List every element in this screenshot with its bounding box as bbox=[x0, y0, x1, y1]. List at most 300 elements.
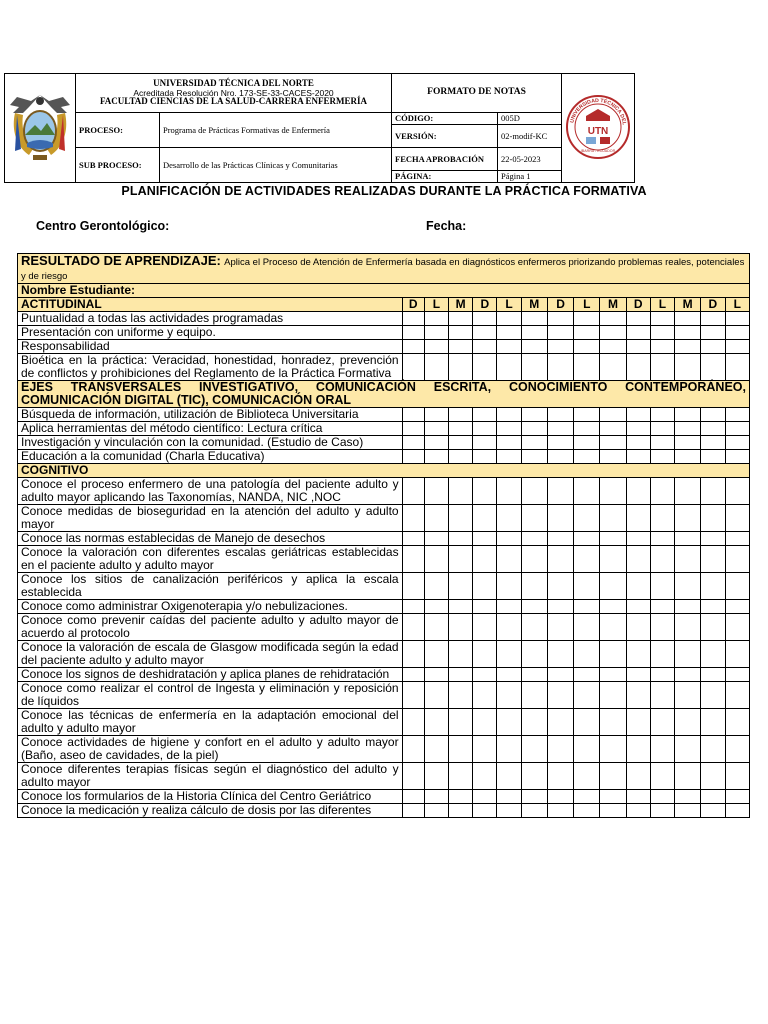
grade-cell[interactable] bbox=[424, 354, 448, 381]
grade-cell[interactable] bbox=[650, 668, 674, 682]
grade-cell[interactable] bbox=[574, 478, 600, 505]
grade-cell[interactable] bbox=[473, 505, 497, 532]
grade-cell[interactable] bbox=[402, 763, 424, 790]
grade-cell[interactable] bbox=[521, 312, 547, 326]
grade-cell[interactable] bbox=[725, 354, 750, 381]
grade-cell[interactable] bbox=[473, 450, 497, 464]
grade-cell[interactable] bbox=[547, 408, 573, 422]
grade-cell[interactable] bbox=[650, 546, 674, 573]
grade-cell[interactable] bbox=[449, 436, 473, 450]
grade-cell[interactable] bbox=[725, 668, 750, 682]
grade-cell[interactable] bbox=[701, 709, 725, 736]
grade-cell[interactable] bbox=[574, 312, 600, 326]
grade-cell[interactable] bbox=[600, 709, 626, 736]
grade-cell[interactable] bbox=[449, 450, 473, 464]
grade-cell[interactable] bbox=[574, 326, 600, 340]
grade-cell[interactable] bbox=[626, 408, 650, 422]
grade-cell[interactable] bbox=[701, 546, 725, 573]
grade-cell[interactable] bbox=[402, 478, 424, 505]
grade-cell[interactable] bbox=[547, 546, 573, 573]
grade-cell[interactable] bbox=[725, 436, 750, 450]
grade-cell[interactable] bbox=[675, 326, 701, 340]
grade-cell[interactable] bbox=[725, 478, 750, 505]
grade-cell[interactable] bbox=[449, 790, 473, 804]
grade-cell[interactable] bbox=[402, 790, 424, 804]
grade-cell[interactable] bbox=[574, 408, 600, 422]
grade-cell[interactable] bbox=[521, 422, 547, 436]
grade-cell[interactable] bbox=[547, 450, 573, 464]
grade-cell[interactable] bbox=[547, 600, 573, 614]
grade-cell[interactable] bbox=[650, 532, 674, 546]
grade-cell[interactable] bbox=[424, 312, 448, 326]
grade-cell[interactable] bbox=[497, 736, 521, 763]
grade-cell[interactable] bbox=[675, 790, 701, 804]
grade-cell[interactable] bbox=[424, 436, 448, 450]
grade-cell[interactable] bbox=[449, 312, 473, 326]
grade-cell[interactable] bbox=[626, 668, 650, 682]
grade-cell[interactable] bbox=[402, 546, 424, 573]
grade-cell[interactable] bbox=[449, 478, 473, 505]
grade-cell[interactable] bbox=[626, 450, 650, 464]
grade-cell[interactable] bbox=[424, 600, 448, 614]
grade-cell[interactable] bbox=[600, 600, 626, 614]
grade-cell[interactable] bbox=[424, 532, 448, 546]
grade-cell[interactable] bbox=[402, 312, 424, 326]
grade-cell[interactable] bbox=[574, 505, 600, 532]
grade-cell[interactable] bbox=[626, 763, 650, 790]
grade-cell[interactable] bbox=[574, 804, 600, 818]
grade-cell[interactable] bbox=[547, 573, 573, 600]
grade-cell[interactable] bbox=[600, 312, 626, 326]
grade-cell[interactable] bbox=[473, 614, 497, 641]
grade-cell[interactable] bbox=[521, 354, 547, 381]
grade-cell[interactable] bbox=[650, 450, 674, 464]
grade-cell[interactable] bbox=[701, 600, 725, 614]
grade-cell[interactable] bbox=[547, 340, 573, 354]
grade-cell[interactable] bbox=[473, 736, 497, 763]
grade-cell[interactable] bbox=[574, 709, 600, 736]
grade-cell[interactable] bbox=[574, 532, 600, 546]
grade-cell[interactable] bbox=[402, 408, 424, 422]
grade-cell[interactable] bbox=[449, 641, 473, 668]
grade-cell[interactable] bbox=[547, 709, 573, 736]
grade-cell[interactable] bbox=[650, 573, 674, 600]
grade-cell[interactable] bbox=[600, 340, 626, 354]
grade-cell[interactable] bbox=[626, 614, 650, 641]
grade-cell[interactable] bbox=[497, 478, 521, 505]
grade-cell[interactable] bbox=[521, 790, 547, 804]
grade-cell[interactable] bbox=[626, 436, 650, 450]
grade-cell[interactable] bbox=[725, 422, 750, 436]
grade-cell[interactable] bbox=[424, 573, 448, 600]
grade-cell[interactable] bbox=[497, 763, 521, 790]
grade-cell[interactable] bbox=[497, 641, 521, 668]
grade-cell[interactable] bbox=[521, 340, 547, 354]
grade-cell[interactable] bbox=[701, 422, 725, 436]
grade-cell[interactable] bbox=[402, 573, 424, 600]
grade-cell[interactable] bbox=[675, 422, 701, 436]
grade-cell[interactable] bbox=[473, 312, 497, 326]
grade-cell[interactable] bbox=[402, 436, 424, 450]
grade-cell[interactable] bbox=[701, 668, 725, 682]
grade-cell[interactable] bbox=[574, 736, 600, 763]
grade-cell[interactable] bbox=[521, 641, 547, 668]
grade-cell[interactable] bbox=[650, 326, 674, 340]
grade-cell[interactable] bbox=[701, 682, 725, 709]
grade-cell[interactable] bbox=[521, 709, 547, 736]
grade-cell[interactable] bbox=[725, 505, 750, 532]
grade-cell[interactable] bbox=[521, 546, 547, 573]
grade-cell[interactable] bbox=[547, 354, 573, 381]
grade-cell[interactable] bbox=[600, 408, 626, 422]
grade-cell[interactable] bbox=[675, 354, 701, 381]
grade-cell[interactable] bbox=[701, 312, 725, 326]
grade-cell[interactable] bbox=[521, 682, 547, 709]
grade-cell[interactable] bbox=[574, 763, 600, 790]
grade-cell[interactable] bbox=[650, 505, 674, 532]
grade-cell[interactable] bbox=[497, 436, 521, 450]
grade-cell[interactable] bbox=[725, 532, 750, 546]
grade-cell[interactable] bbox=[449, 763, 473, 790]
grade-cell[interactable] bbox=[521, 600, 547, 614]
grade-cell[interactable] bbox=[402, 682, 424, 709]
grade-cell[interactable] bbox=[424, 763, 448, 790]
grade-cell[interactable] bbox=[424, 641, 448, 668]
grade-cell[interactable] bbox=[521, 326, 547, 340]
grade-cell[interactable] bbox=[725, 682, 750, 709]
grade-cell[interactable] bbox=[574, 600, 600, 614]
grade-cell[interactable] bbox=[402, 641, 424, 668]
grade-cell[interactable] bbox=[600, 641, 626, 668]
grade-cell[interactable] bbox=[547, 790, 573, 804]
grade-cell[interactable] bbox=[424, 478, 448, 505]
grade-cell[interactable] bbox=[675, 668, 701, 682]
grade-cell[interactable] bbox=[424, 804, 448, 818]
grade-cell[interactable] bbox=[521, 408, 547, 422]
grade-cell[interactable] bbox=[424, 668, 448, 682]
grade-cell[interactable] bbox=[650, 614, 674, 641]
grade-cell[interactable] bbox=[600, 354, 626, 381]
grade-cell[interactable] bbox=[497, 682, 521, 709]
grade-cell[interactable] bbox=[626, 546, 650, 573]
grade-cell[interactable] bbox=[402, 340, 424, 354]
grade-cell[interactable] bbox=[600, 326, 626, 340]
grade-cell[interactable] bbox=[402, 532, 424, 546]
grade-cell[interactable] bbox=[675, 573, 701, 600]
grade-cell[interactable] bbox=[626, 312, 650, 326]
grade-cell[interactable] bbox=[626, 736, 650, 763]
grade-cell[interactable] bbox=[626, 600, 650, 614]
grade-cell[interactable] bbox=[701, 641, 725, 668]
grade-cell[interactable] bbox=[574, 573, 600, 600]
grade-cell[interactable] bbox=[701, 804, 725, 818]
grade-cell[interactable] bbox=[574, 450, 600, 464]
grade-cell[interactable] bbox=[600, 682, 626, 709]
grade-cell[interactable] bbox=[402, 600, 424, 614]
grade-cell[interactable] bbox=[449, 340, 473, 354]
grade-cell[interactable] bbox=[547, 505, 573, 532]
grade-cell[interactable] bbox=[547, 312, 573, 326]
grade-cell[interactable] bbox=[675, 804, 701, 818]
grade-cell[interactable] bbox=[521, 436, 547, 450]
grade-cell[interactable] bbox=[626, 709, 650, 736]
grade-cell[interactable] bbox=[449, 682, 473, 709]
grade-cell[interactable] bbox=[701, 478, 725, 505]
grade-cell[interactable] bbox=[424, 340, 448, 354]
grade-cell[interactable] bbox=[725, 312, 750, 326]
grade-cell[interactable] bbox=[600, 790, 626, 804]
grade-cell[interactable] bbox=[449, 804, 473, 818]
grade-cell[interactable] bbox=[650, 312, 674, 326]
grade-cell[interactable] bbox=[701, 326, 725, 340]
grade-cell[interactable] bbox=[650, 641, 674, 668]
grade-cell[interactable] bbox=[402, 450, 424, 464]
grade-cell[interactable] bbox=[473, 340, 497, 354]
grade-cell[interactable] bbox=[497, 709, 521, 736]
grade-cell[interactable] bbox=[473, 422, 497, 436]
grade-cell[interactable] bbox=[600, 546, 626, 573]
grade-cell[interactable] bbox=[449, 505, 473, 532]
grade-cell[interactable] bbox=[701, 450, 725, 464]
grade-cell[interactable] bbox=[449, 408, 473, 422]
grade-cell[interactable] bbox=[497, 354, 521, 381]
grade-cell[interactable] bbox=[449, 354, 473, 381]
grade-cell[interactable] bbox=[600, 478, 626, 505]
grade-cell[interactable] bbox=[600, 736, 626, 763]
grade-cell[interactable] bbox=[626, 505, 650, 532]
grade-cell[interactable] bbox=[547, 532, 573, 546]
grade-cell[interactable] bbox=[626, 641, 650, 668]
grade-cell[interactable] bbox=[626, 532, 650, 546]
grade-cell[interactable] bbox=[497, 505, 521, 532]
grade-cell[interactable] bbox=[600, 532, 626, 546]
grade-cell[interactable] bbox=[701, 614, 725, 641]
grade-cell[interactable] bbox=[650, 804, 674, 818]
grade-cell[interactable] bbox=[675, 709, 701, 736]
grade-cell[interactable] bbox=[600, 422, 626, 436]
grade-cell[interactable] bbox=[402, 326, 424, 340]
grade-cell[interactable] bbox=[626, 326, 650, 340]
grade-cell[interactable] bbox=[701, 408, 725, 422]
grade-cell[interactable] bbox=[701, 532, 725, 546]
grade-cell[interactable] bbox=[424, 614, 448, 641]
grade-cell[interactable] bbox=[650, 709, 674, 736]
grade-cell[interactable] bbox=[650, 763, 674, 790]
grade-cell[interactable] bbox=[521, 804, 547, 818]
grade-cell[interactable] bbox=[424, 790, 448, 804]
grade-cell[interactable] bbox=[497, 408, 521, 422]
grade-cell[interactable] bbox=[626, 422, 650, 436]
grade-cell[interactable] bbox=[574, 546, 600, 573]
grade-cell[interactable] bbox=[675, 763, 701, 790]
grade-cell[interactable] bbox=[547, 614, 573, 641]
grade-cell[interactable] bbox=[675, 600, 701, 614]
grade-cell[interactable] bbox=[725, 709, 750, 736]
grade-cell[interactable] bbox=[497, 340, 521, 354]
grade-cell[interactable] bbox=[547, 641, 573, 668]
grade-cell[interactable] bbox=[701, 340, 725, 354]
grade-cell[interactable] bbox=[725, 600, 750, 614]
grade-cell[interactable] bbox=[675, 505, 701, 532]
grade-cell[interactable] bbox=[497, 532, 521, 546]
grade-cell[interactable] bbox=[521, 532, 547, 546]
grade-cell[interactable] bbox=[574, 641, 600, 668]
grade-cell[interactable] bbox=[574, 436, 600, 450]
grade-cell[interactable] bbox=[473, 709, 497, 736]
grade-cell[interactable] bbox=[725, 546, 750, 573]
grade-cell[interactable] bbox=[675, 408, 701, 422]
grade-cell[interactable] bbox=[547, 736, 573, 763]
grade-cell[interactable] bbox=[473, 573, 497, 600]
grade-cell[interactable] bbox=[650, 422, 674, 436]
grade-cell[interactable] bbox=[521, 573, 547, 600]
grade-cell[interactable] bbox=[402, 614, 424, 641]
grade-cell[interactable] bbox=[497, 422, 521, 436]
grade-cell[interactable] bbox=[600, 668, 626, 682]
grade-cell[interactable] bbox=[473, 478, 497, 505]
grade-cell[interactable] bbox=[449, 532, 473, 546]
grade-cell[interactable] bbox=[701, 354, 725, 381]
grade-cell[interactable] bbox=[725, 790, 750, 804]
grade-cell[interactable] bbox=[701, 505, 725, 532]
grade-cell[interactable] bbox=[547, 422, 573, 436]
grade-cell[interactable] bbox=[600, 505, 626, 532]
grade-cell[interactable] bbox=[725, 804, 750, 818]
grade-cell[interactable] bbox=[725, 614, 750, 641]
grade-cell[interactable] bbox=[675, 340, 701, 354]
grade-cell[interactable] bbox=[449, 422, 473, 436]
grade-cell[interactable] bbox=[497, 450, 521, 464]
grade-cell[interactable] bbox=[626, 573, 650, 600]
grade-cell[interactable] bbox=[701, 573, 725, 600]
grade-cell[interactable] bbox=[701, 736, 725, 763]
grade-cell[interactable] bbox=[473, 641, 497, 668]
grade-cell[interactable] bbox=[574, 614, 600, 641]
grade-cell[interactable] bbox=[449, 573, 473, 600]
grade-cell[interactable] bbox=[547, 668, 573, 682]
grade-cell[interactable] bbox=[675, 312, 701, 326]
grade-cell[interactable] bbox=[600, 804, 626, 818]
grade-cell[interactable] bbox=[497, 804, 521, 818]
grade-cell[interactable] bbox=[701, 436, 725, 450]
grade-cell[interactable] bbox=[473, 546, 497, 573]
grade-cell[interactable] bbox=[497, 326, 521, 340]
grade-cell[interactable] bbox=[675, 436, 701, 450]
grade-cell[interactable] bbox=[449, 736, 473, 763]
grade-cell[interactable] bbox=[521, 450, 547, 464]
grade-cell[interactable] bbox=[675, 450, 701, 464]
grade-cell[interactable] bbox=[547, 478, 573, 505]
grade-cell[interactable] bbox=[449, 614, 473, 641]
grade-cell[interactable] bbox=[574, 340, 600, 354]
grade-cell[interactable] bbox=[497, 600, 521, 614]
grade-cell[interactable] bbox=[650, 736, 674, 763]
grade-cell[interactable] bbox=[402, 354, 424, 381]
grade-cell[interactable] bbox=[701, 790, 725, 804]
grade-cell[interactable] bbox=[473, 436, 497, 450]
grade-cell[interactable] bbox=[424, 736, 448, 763]
grade-cell[interactable] bbox=[650, 600, 674, 614]
grade-cell[interactable] bbox=[725, 573, 750, 600]
grade-cell[interactable] bbox=[473, 326, 497, 340]
grade-cell[interactable] bbox=[626, 340, 650, 354]
grade-cell[interactable] bbox=[473, 408, 497, 422]
grade-cell[interactable] bbox=[424, 505, 448, 532]
grade-cell[interactable] bbox=[725, 340, 750, 354]
grade-cell[interactable] bbox=[473, 532, 497, 546]
grade-cell[interactable] bbox=[650, 354, 674, 381]
grade-cell[interactable] bbox=[497, 668, 521, 682]
grade-cell[interactable] bbox=[600, 614, 626, 641]
grade-cell[interactable] bbox=[675, 614, 701, 641]
grade-cell[interactable] bbox=[521, 614, 547, 641]
grade-cell[interactable] bbox=[449, 709, 473, 736]
grade-cell[interactable] bbox=[626, 682, 650, 709]
grade-cell[interactable] bbox=[449, 326, 473, 340]
grade-cell[interactable] bbox=[626, 790, 650, 804]
grade-cell[interactable] bbox=[473, 354, 497, 381]
grade-cell[interactable] bbox=[424, 422, 448, 436]
grade-cell[interactable] bbox=[574, 790, 600, 804]
grade-cell[interactable] bbox=[574, 354, 600, 381]
grade-cell[interactable] bbox=[424, 546, 448, 573]
grade-cell[interactable] bbox=[547, 326, 573, 340]
grade-cell[interactable] bbox=[449, 546, 473, 573]
grade-cell[interactable] bbox=[650, 682, 674, 709]
grade-cell[interactable] bbox=[402, 668, 424, 682]
grade-cell[interactable] bbox=[449, 600, 473, 614]
grade-cell[interactable] bbox=[473, 682, 497, 709]
grade-cell[interactable] bbox=[521, 478, 547, 505]
grade-cell[interactable] bbox=[725, 408, 750, 422]
grade-cell[interactable] bbox=[402, 505, 424, 532]
grade-cell[interactable] bbox=[650, 790, 674, 804]
grade-cell[interactable] bbox=[402, 804, 424, 818]
grade-cell[interactable] bbox=[547, 436, 573, 450]
grade-cell[interactable] bbox=[497, 614, 521, 641]
grade-cell[interactable] bbox=[725, 763, 750, 790]
grade-cell[interactable] bbox=[675, 546, 701, 573]
grade-cell[interactable] bbox=[675, 682, 701, 709]
grade-cell[interactable] bbox=[600, 573, 626, 600]
grade-cell[interactable] bbox=[473, 790, 497, 804]
grade-cell[interactable] bbox=[574, 668, 600, 682]
grade-cell[interactable] bbox=[424, 408, 448, 422]
grade-cell[interactable] bbox=[626, 478, 650, 505]
grade-cell[interactable] bbox=[449, 668, 473, 682]
grade-cell[interactable] bbox=[650, 340, 674, 354]
grade-cell[interactable] bbox=[473, 763, 497, 790]
grade-cell[interactable] bbox=[521, 668, 547, 682]
grade-cell[interactable] bbox=[600, 450, 626, 464]
grade-cell[interactable] bbox=[701, 763, 725, 790]
grade-cell[interactable] bbox=[473, 600, 497, 614]
grade-cell[interactable] bbox=[725, 641, 750, 668]
grade-cell[interactable] bbox=[547, 763, 573, 790]
grade-cell[interactable] bbox=[424, 450, 448, 464]
grade-cell[interactable] bbox=[424, 682, 448, 709]
grade-cell[interactable] bbox=[497, 790, 521, 804]
grade-cell[interactable] bbox=[402, 736, 424, 763]
grade-cell[interactable] bbox=[650, 478, 674, 505]
grade-cell[interactable] bbox=[725, 450, 750, 464]
grade-cell[interactable] bbox=[626, 804, 650, 818]
grade-cell[interactable] bbox=[574, 422, 600, 436]
grade-cell[interactable] bbox=[650, 436, 674, 450]
grade-cell[interactable] bbox=[497, 546, 521, 573]
grade-cell[interactable] bbox=[402, 422, 424, 436]
grade-cell[interactable] bbox=[626, 354, 650, 381]
